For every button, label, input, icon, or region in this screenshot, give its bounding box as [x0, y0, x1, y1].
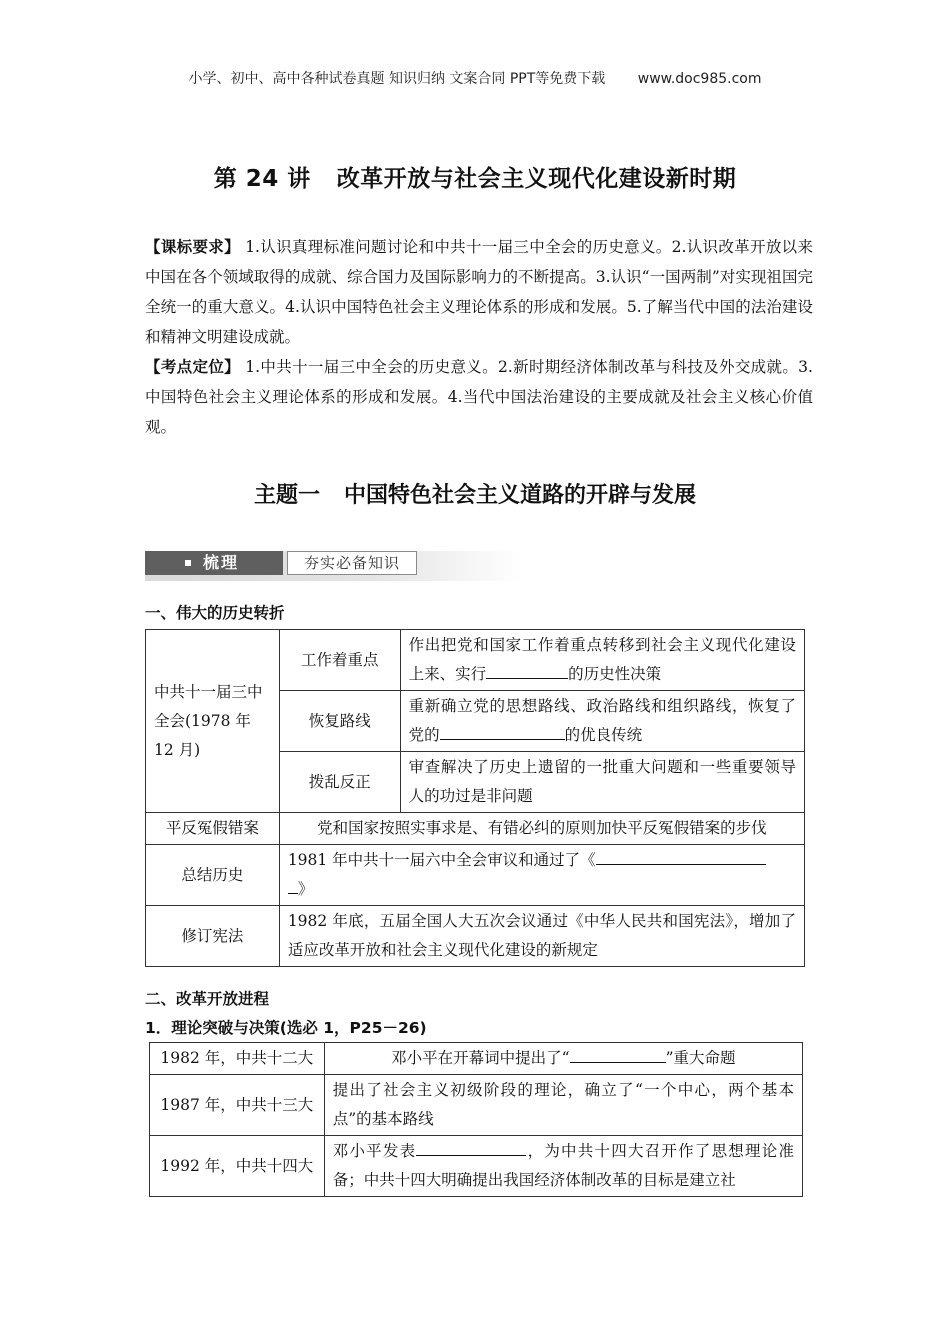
positioning-paragraph — [145, 352, 813, 442]
fill-blank[interactable] — [440, 721, 565, 740]
section1-heading: 一、伟大的历史转折 — [145, 604, 285, 622]
requirements-tag: 【课标要求】 — [145, 238, 240, 256]
row-label: 1982 年，中共十二大 — [150, 1043, 325, 1075]
row-label: 1992 年，中共十四大 — [150, 1136, 325, 1197]
banner-label: 梳理 — [203, 553, 240, 572]
square-bullet-icon — [185, 560, 191, 566]
row-label: 修订宪法 — [146, 906, 280, 967]
positioning-text: 1.中共十一届三中全会的历史意义。2.新时期经济体制改革与科技及外交成就。3.中国特色社会主义理论体系的形成和发展。4.当代中国法治建设的主要成就及社会主义核心价值观。 — [145, 358, 813, 436]
section2-heading: 二、改革开放进程 — [145, 990, 270, 1008]
section2-table — [149, 1042, 803, 1197]
table-row — [150, 1136, 803, 1197]
row-content: 1982 年底，五届全国人大五次会议通过《中华人民共和国宪法》，增加了适应改革开放和社会主义现代化建设的新规定 — [279, 906, 804, 967]
row-label: 恢复路线 — [279, 691, 400, 752]
section2-subheading: 1．理论突破与决策(选必 1，P25－26) — [145, 1019, 427, 1037]
table-row — [150, 1075, 803, 1136]
positioning-tag: 【考点定位】 — [145, 358, 241, 376]
table-row — [146, 813, 805, 845]
lecture-title — [0, 160, 950, 193]
section1-table — [145, 629, 805, 967]
table-row — [150, 1043, 803, 1075]
section-banner — [145, 551, 523, 581]
requirements-paragraph — [145, 232, 813, 352]
row-content: 作出把党和国家工作着重点转移到社会主义现代化建设上来、实行 的历史性决策 — [400, 630, 804, 691]
banner-label-box — [145, 551, 283, 575]
topic-title — [0, 478, 950, 509]
row-content: 审查解决了历史上遗留的一批重大问题和一些重要领导人的功过是非问题 — [400, 752, 804, 813]
header-text: 小学、初中、高中各种试卷真题 知识归纳 文案合同 PPT等免费下载 — [188, 71, 606, 87]
fill-blank[interactable] — [596, 846, 766, 865]
topic-title-text: 中国特色社会主义道路的开辟与发展 — [344, 483, 697, 508]
row-content: 1981 年中共十一届六中全会审议和通过了《 》 — [279, 845, 804, 906]
row-label: 工作着重点 — [279, 630, 400, 691]
row-label: 1987 年，中共十三大 — [150, 1075, 325, 1136]
row-content: 邓小平发表 ，为中共十四大召开作了思想理论准备；中共十四大明确提出我国经济体制改革的目标是建立社 — [324, 1136, 802, 1197]
table-row — [146, 906, 805, 967]
lecture-title-text: 改革开放与社会主义现代化建设新时期 — [336, 166, 737, 192]
fill-blank[interactable] — [416, 1137, 526, 1156]
topic-number: 主题一 — [253, 483, 320, 508]
header-site[interactable]: www.doc985.com — [637, 71, 762, 87]
session-cell: 中共十一届三中全会(1978 年 12 月) — [146, 630, 280, 813]
fill-blank[interactable] — [570, 1044, 666, 1063]
row-content: 邓小平在开幕词中提出了“ ”重大命题 — [324, 1043, 802, 1075]
row-content: 提出了社会主义初级阶段的理论，确立了“一个中心，两个基本点”的基本路线 — [324, 1075, 802, 1136]
fill-blank[interactable] — [486, 660, 568, 679]
row-label: 拨乱反正 — [279, 752, 400, 813]
requirements-text: 1.认识真理标准问题讨论和中共十一届三中全会的历史意义。2.认识改革开放以来中国在各个领域取得的成就、综合国力及国际影响力的不断提高。3.认识“一国两制”对实现祖国完全统一的重大意义。4.认识中国特色社会主义理论体系的形成和发展。5.了解当代中国的法治建设和精神文明建设成就。 — [145, 238, 813, 346]
table-row — [146, 845, 805, 906]
row-content: 重新确立党的思想路线、政治路线和组织路线，恢复了党的 的优良传统 — [400, 691, 804, 752]
banner-sub: 夯实必备知识 — [287, 551, 417, 575]
row-label: 总结历史 — [146, 845, 280, 906]
row-content: 党和国家按照实事求是、有错必纠的原则加快平反冤假错案的步伐 — [279, 813, 804, 845]
lecture-number: 第 24 讲 — [213, 166, 311, 192]
table-row — [146, 630, 805, 691]
fill-blank[interactable] — [288, 875, 298, 894]
row-label: 平反冤假错案 — [146, 813, 280, 845]
page-header — [0, 68, 950, 88]
